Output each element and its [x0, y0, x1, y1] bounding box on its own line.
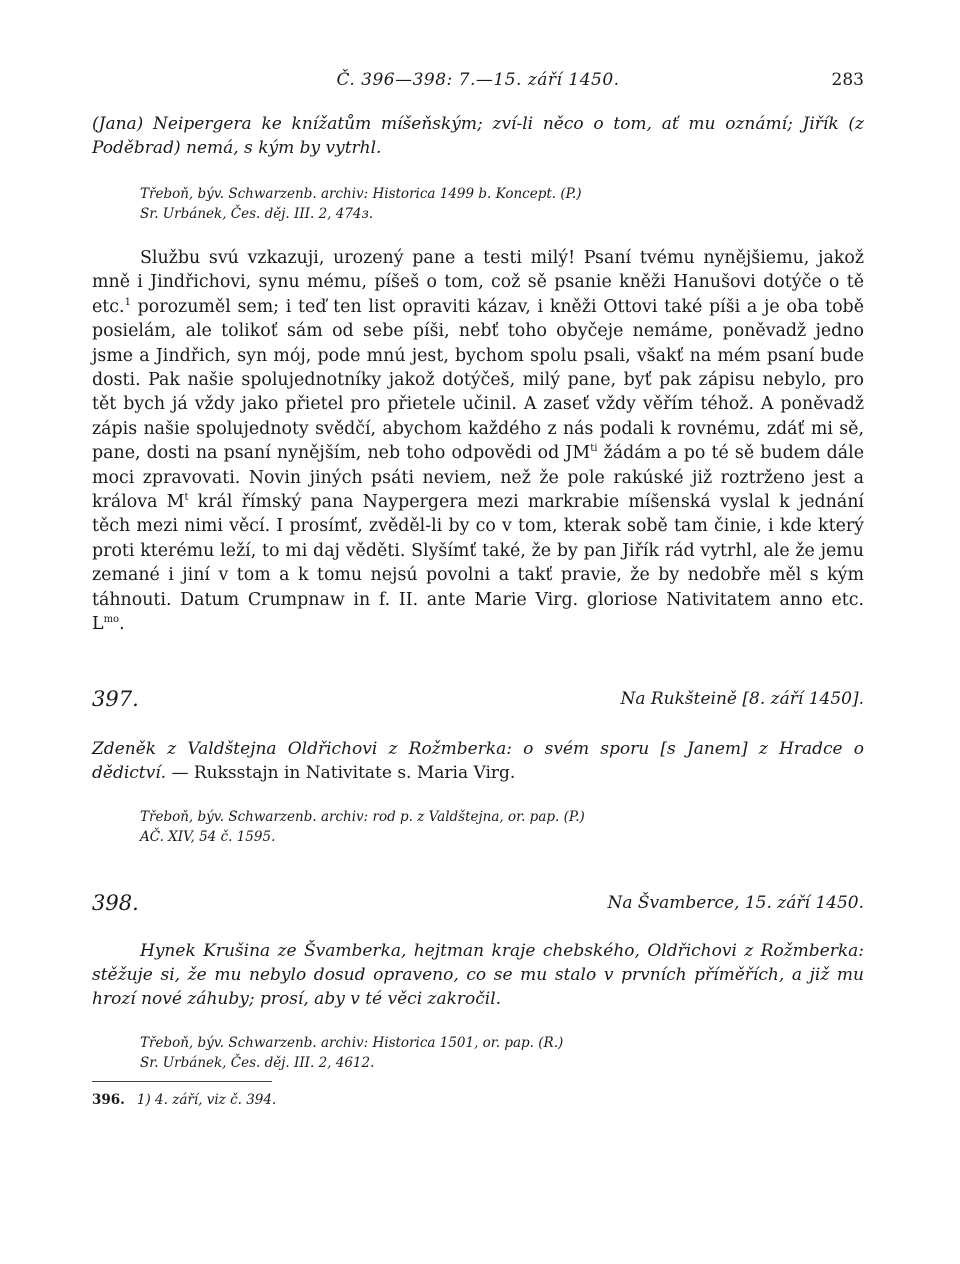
superscript: t: [184, 492, 189, 504]
footnote-number: 396.: [92, 1091, 125, 1108]
page-number: 283: [831, 70, 864, 90]
letter-part: Službu svú vzkazuji, urozený pane a testi milý! Psaní tvému nynějšiemu, jakož mně i Jindřichovi, synu mému, píšeš o tom, což sě psanie kněži Hanušovi dotýče o tě etc.: [92, 248, 864, 317]
entry-397-source: AČ. XIV, 54 č. 1595.: [140, 828, 276, 845]
entry-398-source: Sr. Urbánek, Čes. děj. III. 2, 4612.: [140, 1054, 375, 1071]
superscript: mo: [103, 614, 120, 626]
letter-part: porozuměl sem; i teď ten list opraviti kázav, i kněži Ottovi také píši a je oba tobě posielám, ale tolikoť sám od sebe píši, nebť toho obyčeje nemáme, poněvadž jedno jsme a Jindřich, syn mój, pode mnú jest, bychom spolu psali, všakť na mém psaní bude dosti. Pak našie spolujednotníky jakož dotýčeš, milý pane, byť pak zápisu nebylo, pro tět bych já vždy jako přietel pro přietele učinil. A zaseť vždy věřím téhož. A poněvadž zápis našie spolujednoty svědčí, abychom každého z nás podali k rovnému, zdáť mi sě, pane, dosti na psaní nynějším, neb toho odpovědi od JM: [92, 296, 864, 464]
entry-397-header: [92, 687, 864, 715]
running-head: [92, 70, 864, 100]
top-regest: (Jana) Neipergera ke knížatům míšeňským; zví-li něco o tom, ať mu oznámí; Jiřík (z Poděbrad) nemá, s kým by vytrhl.: [92, 114, 864, 158]
letter-part: král římský pana Naypergera mezi markrabie míšenská vyslal k jednání těch mezi nimi věcí. I prosímť, zvěděl-li by co v tom, kterak sobě tam činie, i kde který proti kterému leží, to mi daj věděti. Slyšímť také, že by pan Jiřík rád vytrhl, ale že jemu zemané i jiní v tom a k tomu nejsú povolni a takť pravie, že by nedobře měl s kým táhnouti. Datum Crumpnaw in f. II. ante Marie Virg. gloriose Nativitatem anno etc. L: [92, 492, 864, 635]
entry-place-date: Na Rukšteině [8. září 1450].: [620, 688, 864, 709]
entry-number: 397.: [92, 686, 139, 711]
entry-397-regest: [92, 737, 864, 785]
superscript: ti: [590, 443, 598, 455]
footnote-mark: 1: [124, 297, 131, 309]
regest-italic: Zdeněk z Valdštejna Oldřichovi z Rožmberka: o svém sporu [s Janem] z Hradce o dědictví. —: [92, 738, 864, 783]
entry-398-header: [92, 891, 864, 919]
top-source-line: Třeboň, býv. Schwarzenb. archiv: Historica 1499 b. Koncept. (P.): [140, 186, 582, 202]
entry-number: 398.: [92, 890, 139, 915]
entry-398-regest: Hynek Krušina ze Švamberka, hejtman kraje chebského, Oldřichovi z Rožmberka: stěžuje si, že mu nebylo dosud opraveno, co se mu stalo v prvních příměřích, a již mu hrozí nové záhuby; prosí, aby v té věci zakročil.: [92, 940, 864, 1009]
letter-text: [92, 246, 864, 637]
running-title: Č. 396—398: 7.—15. září 1450.: [336, 70, 620, 90]
regest-roman: Ruksstajn in Nativitate s. Maria Virg.: [193, 762, 516, 783]
letter-part: žádám a po té sě budem dále moci zpravovati. Novin jiných psáti neviem, než že pole rakúské již roztrženo jest a králova M: [92, 443, 865, 513]
entry-place-date: Na Švamberce, 15. září 1450.: [607, 892, 864, 913]
entry-397-source: Třeboň, býv. Schwarzenb. archiv: rod p. z Valdštejna, or. pap. (P.): [140, 808, 585, 825]
page: [92, 70, 864, 1110]
footnote-text: 1) 4. září, viz č. 394.: [136, 1091, 277, 1108]
letter-part: .: [119, 614, 125, 635]
entry-398-source: Třeboň, býv. Schwarzenb. archiv: Historica 1501, or. pap. (R.): [140, 1034, 564, 1051]
top-source-line: Sr. Urbánek, Čes. děj. III. 2, 474з.: [140, 206, 374, 222]
footnote: [92, 1090, 864, 1110]
